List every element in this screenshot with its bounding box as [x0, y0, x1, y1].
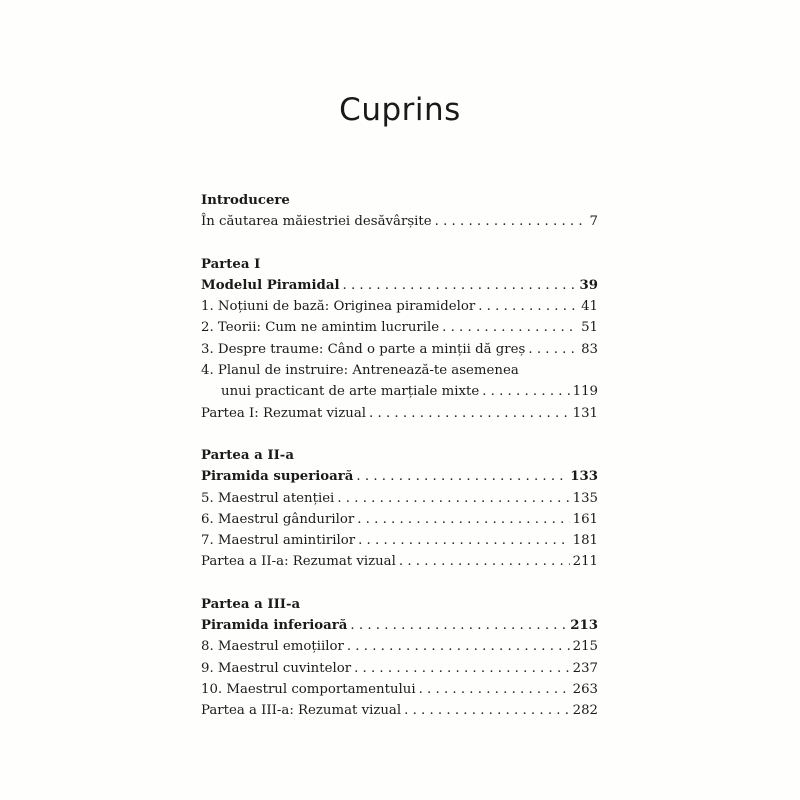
entry-page: 211	[572, 554, 598, 570]
entry-page: 41	[581, 299, 598, 315]
entry-title: 1. Noțiuni de bază: Originea piramidelor	[201, 299, 476, 315]
table-of-contents	[201, 190, 598, 743]
entry-title: 5. Maestrul atenției	[201, 490, 335, 506]
toc-entry[interactable]	[201, 488, 598, 509]
entry-title: 10. Maestrul comportamentului	[201, 681, 416, 697]
entry-title: Partea a II-a: Rezumat vizual	[201, 554, 396, 570]
entry-page: 133	[570, 469, 598, 485]
toc-entry[interactable]	[201, 551, 598, 572]
dot-leader	[442, 317, 578, 338]
page-title: Cuprins	[339, 92, 461, 128]
toc-entry[interactable]	[201, 466, 598, 487]
section-heading: Partea a III-a	[201, 596, 301, 612]
entry-title: 9. Maestrul cuvintelor	[201, 660, 352, 676]
entry-title: 6. Maestrul gândurilor	[201, 511, 355, 527]
entry-title: unui practicant de arte marțiale mixte	[221, 384, 480, 400]
entry-title: 2. Teorii: Cum ne amintim lucrurile	[201, 320, 440, 336]
entry-title: Piramida inferioară	[201, 618, 348, 634]
toc-entry[interactable]	[201, 403, 598, 424]
section-heading: Partea I	[201, 256, 261, 272]
toc-entry[interactable]	[201, 509, 598, 530]
dot-leader	[347, 636, 570, 657]
entry-page: 161	[572, 511, 598, 527]
dot-leader	[404, 700, 570, 721]
entry-page: 51	[581, 320, 598, 336]
entry-page: 237	[572, 660, 598, 676]
toc-entry[interactable]	[201, 679, 598, 700]
toc-entry[interactable]	[201, 275, 598, 296]
entry-page: 213	[570, 618, 598, 634]
dot-leader	[435, 211, 587, 232]
entry-page: 181	[572, 533, 598, 549]
dot-leader	[419, 679, 570, 700]
entry-page: 7	[589, 214, 598, 230]
section-heading: Introducere	[201, 193, 290, 208]
toc-section-introducere	[201, 190, 598, 233]
dot-leader	[399, 551, 570, 572]
dot-leader	[478, 296, 578, 317]
entry-title: În căutarea măiestriei desăvârșite	[201, 214, 432, 230]
toc-entry[interactable]	[201, 381, 598, 402]
dot-leader	[358, 530, 570, 551]
entry-title: 8. Maestrul emoțiilor	[201, 639, 344, 655]
dot-leader	[354, 658, 570, 679]
toc-entry[interactable]	[201, 211, 598, 232]
toc-entry-line-1[interactable]: 4. Planul de instruire: Antrenează-te asemenea	[201, 363, 519, 379]
entry-page: 282	[572, 703, 598, 719]
toc-entry[interactable]	[201, 636, 598, 657]
toc-section-partea-3	[201, 594, 598, 722]
dot-leader	[528, 339, 578, 360]
toc-section-partea-1	[201, 254, 598, 424]
dot-leader	[357, 509, 569, 530]
entry-page: 131	[572, 405, 598, 421]
toc-entry[interactable]	[201, 296, 598, 317]
toc-entry[interactable]	[201, 658, 598, 679]
entry-page: 119	[572, 384, 598, 400]
entry-page: 135	[572, 490, 598, 506]
entry-page: 83	[581, 341, 598, 357]
dot-leader	[343, 275, 577, 296]
entry-title: 3. Despre traume: Când o parte a minții dă greș	[201, 341, 526, 357]
dot-leader	[350, 615, 567, 636]
entry-title: 7. Maestrul amintirilor	[201, 533, 356, 549]
toc-section-partea-2	[201, 445, 598, 573]
toc-entry[interactable]	[201, 700, 598, 721]
toc-entry[interactable]	[201, 339, 598, 360]
dot-leader	[337, 488, 569, 509]
dot-leader	[356, 466, 567, 487]
entry-page: 39	[579, 277, 598, 293]
entry-title: Partea a III-a: Rezumat vizual	[201, 703, 402, 719]
dot-leader	[369, 403, 570, 424]
entry-page: 215	[572, 639, 598, 655]
entry-page: 263	[572, 681, 598, 697]
toc-entry[interactable]	[201, 530, 598, 551]
dot-leader	[482, 381, 569, 402]
entry-title: Partea I: Rezumat vizual	[201, 405, 367, 421]
toc-entry[interactable]	[201, 615, 598, 636]
toc-entry[interactable]	[201, 317, 598, 338]
section-heading: Partea a II-a	[201, 447, 294, 463]
entry-title: Piramida superioară	[201, 469, 354, 485]
entry-title: Modelul Piramidal	[201, 277, 340, 293]
